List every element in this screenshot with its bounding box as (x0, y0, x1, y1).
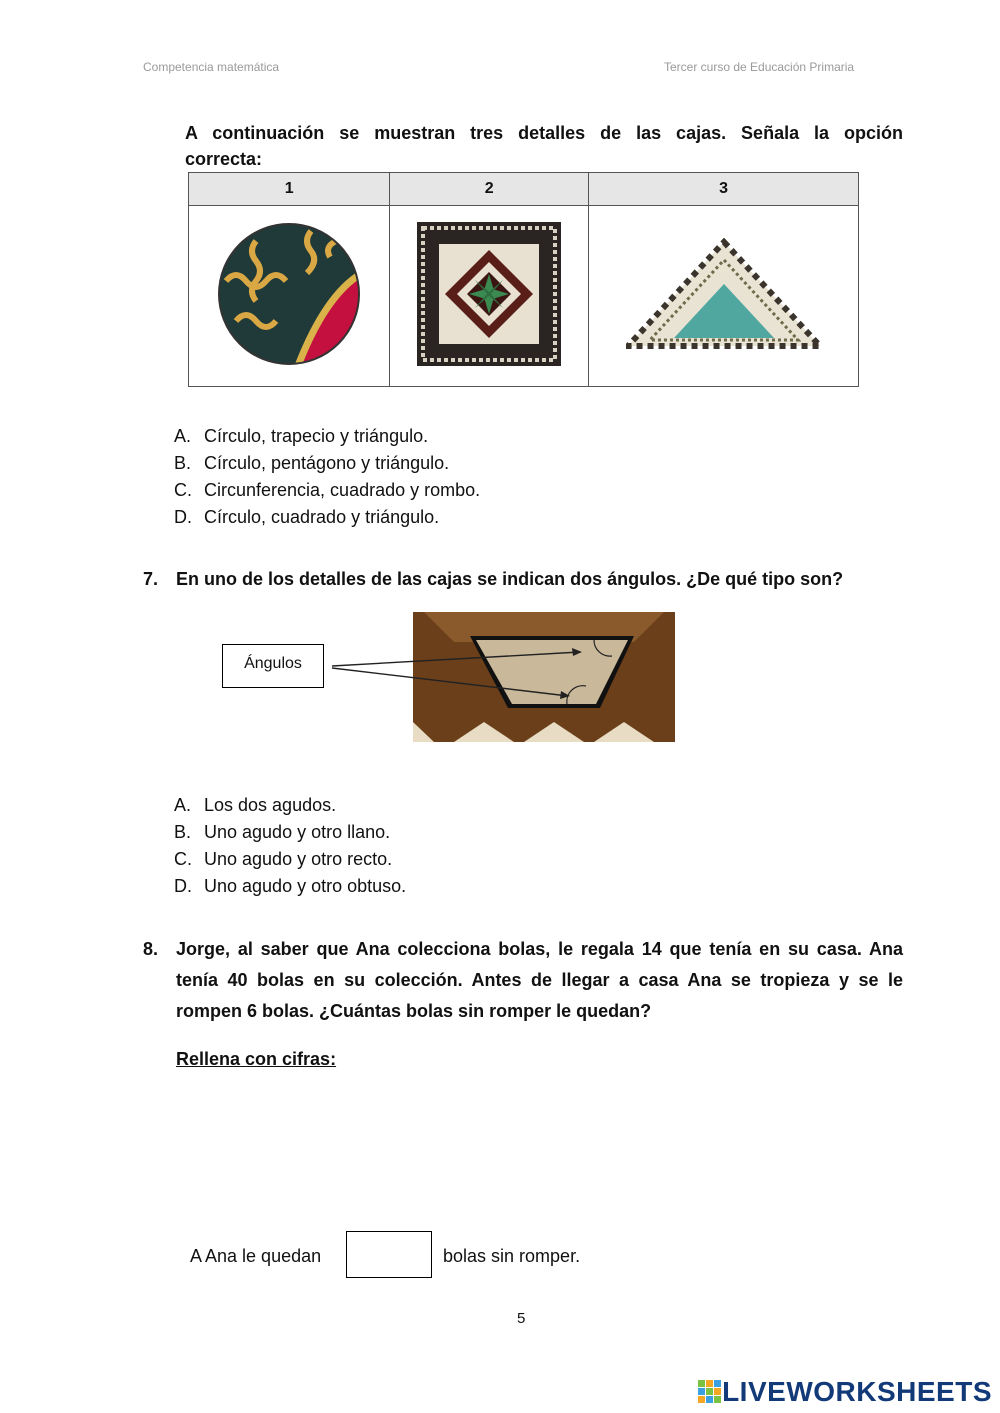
table-header-1: 1 (189, 173, 390, 206)
q7-option-d[interactable] (174, 873, 406, 900)
angles-label-box: Ángulos (222, 644, 324, 688)
square-mosaic-image (417, 222, 561, 366)
intro-line-1: A continuación se muestran tres detalles de las cajas. Señala la opción (185, 123, 903, 143)
q7-option-a-letter: A. (174, 795, 192, 815)
lws-grid-icon (698, 1380, 722, 1404)
q8-number: 8. (143, 939, 159, 959)
q7-option-b-letter: B. (174, 822, 192, 842)
answer-suffix: bolas sin romper. (443, 1246, 581, 1266)
brand-text: LIVEWORKSHEETS (722, 1376, 992, 1407)
q8-instruction: Rellena con cifras: (176, 1049, 337, 1069)
q6-option-a[interactable] (174, 423, 428, 450)
page-number: 5 (517, 1310, 526, 1327)
table-header-2: 2 (390, 173, 589, 206)
q6-option-d-letter: D. (174, 507, 192, 527)
q7-option-a[interactable] (174, 792, 336, 819)
q6-option-c[interactable] (174, 477, 480, 504)
q8-line-2: tenía 40 bolas en su colección. Antes de llegar a casa Ana se tropieza y se le (176, 970, 903, 990)
q6-option-a-text: Círculo, trapecio y triángulo. (204, 426, 429, 446)
q7-text: En uno de los detalles de las cajas se indican dos ángulos. ¿De qué tipo son? (176, 569, 844, 589)
answer-prefix: A Ana le quedan (190, 1246, 322, 1266)
intro-line-2: correcta: (185, 149, 263, 169)
q6-option-c-text: Circunferencia, cuadrado y rombo. (204, 480, 481, 500)
circle-detail-image (216, 221, 362, 367)
q7-option-c-text: Uno agudo y otro recto. (204, 849, 393, 869)
q6-option-c-letter: C. (174, 480, 192, 500)
q7-option-a-text: Los dos agudos. (204, 795, 337, 815)
q7-number: 7. (143, 569, 159, 589)
q6-option-b[interactable] (174, 450, 449, 477)
q8-line-3: rompen 6 bolas. ¿Cuántas bolas sin romper le quedan? (176, 1001, 652, 1021)
angles-photo (324, 612, 676, 742)
q8-line-1: Jorge, al saber que Ana colecciona bolas, le regala 14 que tenía en su casa. Ana (176, 939, 903, 959)
q7-option-b[interactable] (174, 819, 390, 846)
details-table (188, 172, 859, 387)
table-cell-2 (390, 206, 589, 387)
q6-option-d[interactable] (174, 504, 439, 531)
q7-option-b-text: Uno agudo y otro llano. (204, 822, 391, 842)
q7-option-d-letter: D. (174, 876, 192, 896)
header-left: Competencia matemática (143, 60, 280, 74)
triangle-detail-image (626, 238, 822, 350)
q6-option-b-letter: B. (174, 453, 192, 473)
answer-input-box[interactable] (346, 1231, 432, 1278)
table-cell-1 (189, 206, 390, 387)
table-cell-3 (589, 206, 859, 387)
q6-option-b-text: Círculo, pentágono y triángulo. (204, 453, 450, 473)
q6-option-a-letter: A. (174, 426, 192, 446)
q7-option-c[interactable] (174, 846, 392, 873)
table-header-3: 3 (589, 173, 859, 206)
liveworksheets-logo (698, 1376, 992, 1408)
q6-option-d-text: Círculo, cuadrado y triángulo. (204, 507, 440, 527)
header-right: Tercer curso de Educación Primaria (664, 60, 855, 74)
q7-option-d-text: Uno agudo y otro obtuso. (204, 876, 407, 896)
q7-option-c-letter: C. (174, 849, 192, 869)
